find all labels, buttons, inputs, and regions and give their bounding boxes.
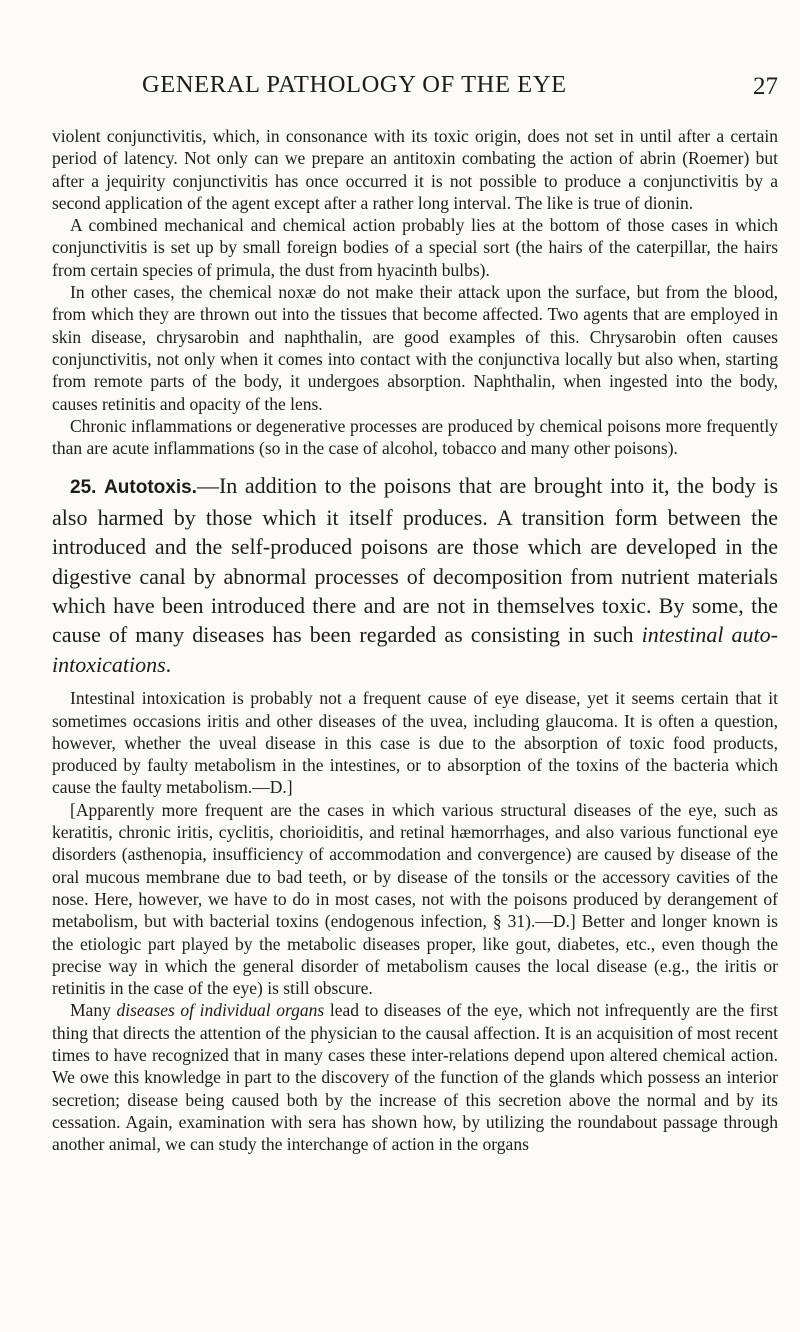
section-text: —In addition to the poisons that are brought into it, the body is also harmed by those which it itself produces. A transition form between the introduced and the self-produced poisons are those which are developed in the digestive canal by abnormal processes of decomposition from nutrient materials which have been introduced there and are not in themselves toxic. By some, the cause of many diseases has been regarded as consisting in such bbox=[52, 473, 779, 648]
paragraph-4: Chronic inflammations or degenerative processes are produced by chemical poisons more frequently than are acute inflammations (so in the case of alcohol, tobacco and many other poisons). bbox=[52, 415, 778, 459]
body-text bbox=[52, 125, 778, 1156]
paragraph-8-rest: lead to diseases of the eye, which not infrequently are the first thing that directs the attention of the physician to the causal affection. It is an acquisition of most recent times to have recognized that in many cases these inter-relations depend upon altered chemical action. We owe this knowledge in part to the discovery of the function of the glands which possess an interior secretion; disease being caused both by the increase of this secretion above the normal and by its cessation. Again, examination with sera has shown how, by utilizing the roundabout passage through another animal, we can study the interchange of action in the organs bbox=[52, 1000, 778, 1155]
paragraph-8-start: Many bbox=[70, 1000, 117, 1021]
section-number: 25. bbox=[70, 477, 97, 499]
paragraph-8 bbox=[52, 999, 778, 1155]
paragraph-6: Intestinal intoxication is probably not a frequent cause of eye disease, yet it seems certain that it sometimes occasions iritis and other diseases of the uvea, including glaucoma. It is often a question, however, whether the uveal disease in this case is due to the absorption of toxic food products, produced by faulty metabolism in the intestines, or to absorption of the toxins of the bacteria which cause the faulty metabolism.—D.] bbox=[52, 688, 778, 798]
section-25-paragraph bbox=[52, 471, 778, 679]
paragraph-8-italic-term: diseases of individual organs bbox=[116, 1000, 325, 1021]
section-title: Autotoxis. bbox=[104, 477, 197, 499]
running-head bbox=[52, 71, 778, 105]
section-text-end: . bbox=[165, 651, 172, 677]
paragraph-1: violent conjunctivitis, which, in consonance with its toxic origin, does not set in until after a certain period of latency. Not only can we prepare an antitoxin combating the action of abrin (Roemer) but after a jequirity conjunctivitis has once occurred it is not possible to produce a conjunctivitis by a second application of the agent except after a rather long interval. The like is true of dionin. bbox=[52, 126, 778, 213]
page-number: 27 bbox=[753, 73, 778, 100]
paragraph-7: [Apparently more frequent are the cases in which various structural diseases of the eye, such as keratitis, chronic iritis, cyclitis, chorioiditis, and retinal hæmorrhages, and also various functional eye disorders (asthenopia, insufficiency of accommodation and convergence) are caused by disease of the oral mucous membrane due to bad teeth, or by disease of the tonsils or the accessory cavities of the nose. Here, however, we have to do in most cases, not with the poisons produced by derangement of metabolism, but with bacterial toxins (endogenous infection, § 31).—D.] Better and longer known is the etiologic part played by the metabolic diseases proper, like gout, diabetes, etc., even though the precise way in which the general disorder of metabolism causes the local disease (e.g., the iritis or retinitis in the case of the eye) is still obscure. bbox=[52, 799, 778, 999]
book-page bbox=[52, 0, 778, 1332]
paragraph-3: In other cases, the chemical noxæ do not make their attack upon the surface, but from the blood, from which they are thrown out into the tissues that become affected. Two agents that are employed in skin disease, chrysarobin and naphthalin, are good examples of this. Chrysarobin often causes conjunctivitis, not only when it comes into contact with the conjunctiva locally but also when, starting from remote parts of the body, it undergoes absorption. Naphthalin, when ingested into the body, causes retinitis and opacity of the lens. bbox=[52, 282, 778, 414]
section-italic-term: intestinal auto-intoxications bbox=[52, 622, 778, 677]
paragraph-2: A combined mechanical and chemical action probably lies at the bottom of those cases in which conjunctivitis is set up by small foreign bodies of a special sort (the hairs of the caterpillar, the hairs from certain species of primula, the dust from hyacinth bulbs). bbox=[52, 215, 778, 280]
running-title: GENERAL PATHOLOGY OF THE EYE bbox=[142, 71, 567, 98]
